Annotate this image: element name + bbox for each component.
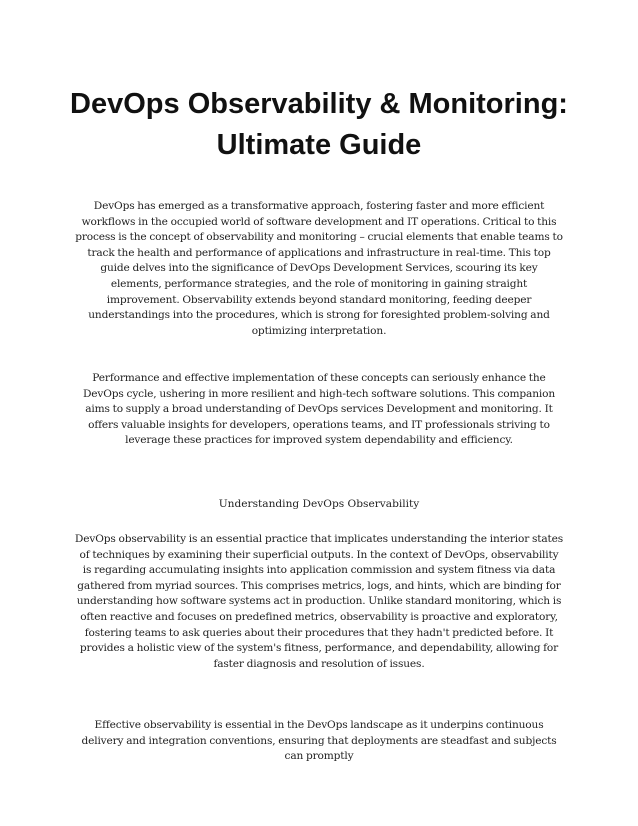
body-paragraph: Performance and effective implementation of these concepts can seriously enhance the DevOps cycle, ushering in more resilient and high-tech software solutions. This companion aims to supply a broad understanding of DevOps services Development and monitoring. It offers valuable insights for developers, operations teams, and IT professionals striving to leverage these practices for improved system dependability and efficiency. [82, 372, 556, 447]
document-title: DevOps Observability & Monitoring: Ultimate Guide [70, 88, 568, 161]
section-paragraph-continued: Effective observability is essential in the DevOps landscape as it underpins continuous delivery and integration conventions, ensuring that deployments are steadfast and subjects can promptly [81, 719, 557, 763]
intro-paragraph: DevOps has emerged as a transformative approach, fostering faster and more efficient workflows in the occupied world of software development and IT operations. Critical to this process is the concept of observability and monitoring – crucial elements that enable teams to track the health and performance of applications and infrastructure in real-time. This top guide delves into the significance of DevOps Development Services, scouring its key elements, performance strategies, and the role of monitoring in gaining straight improvement. Observability extends beyond standard monitoring, feeding deeper understandings into the procedures, which is strong for foresighted problem-solving and optimizing interpretation. [75, 200, 563, 337]
section-heading: Understanding DevOps Observability [218, 498, 420, 510]
section-paragraph: DevOps observability is an essential practice that implicates understanding the interior states of techniques by examining their superficial outputs. In the context of DevOps, observability is regarding accumulating insights into application commission and system fitness via data gathered from myriad sources. This comprises metrics, logs, and hints, which are binding for understanding how software systems act in production. Unlike standard monitoring, which is often reactive and focuses on predefined metrics, observability is proactive and exploratory, fostering teams to ask queries about their procedures that they hadn't predicted before. It provides a holistic view of the system's fitness, performance, and dependability, allowing for faster diagnosis and resolution of issues. [74, 533, 564, 670]
